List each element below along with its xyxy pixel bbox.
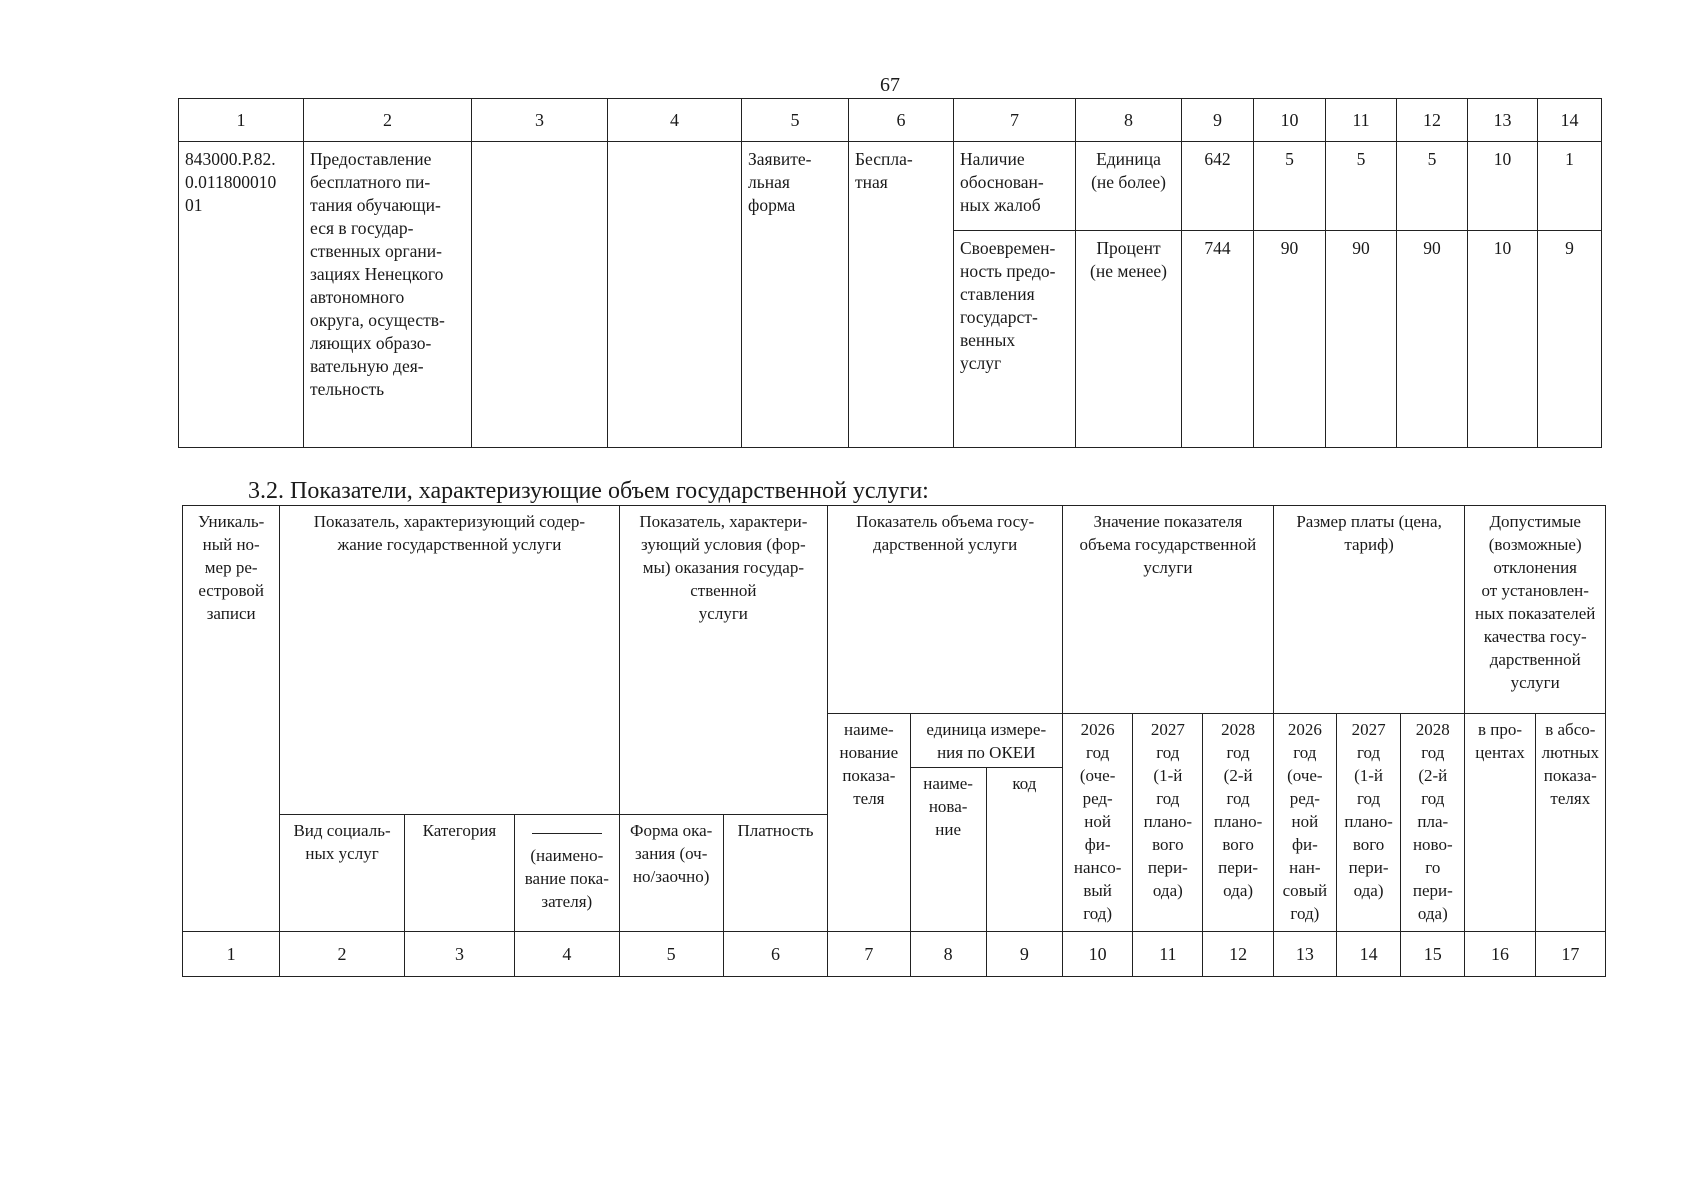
- content-col3: [472, 142, 608, 448]
- col-number: 6: [723, 932, 827, 977]
- okei-unit-header: единица измере- ния по ОКЕИ: [910, 714, 1063, 768]
- value-2028: 90: [1397, 231, 1468, 448]
- okei-code: 744: [1182, 231, 1254, 448]
- col-number: 2: [280, 932, 404, 977]
- fee-2026-header: 2026 год (оче- ред- ной фи- нан- совый год): [1273, 714, 1336, 932]
- col-number: 4: [608, 99, 742, 142]
- col-number: 3: [404, 932, 514, 977]
- content-col4: [608, 142, 742, 448]
- col-number: 15: [1401, 932, 1465, 977]
- col-number: 10: [1063, 932, 1133, 977]
- blank-caption: (наимено- вание пока- зателя): [524, 846, 609, 911]
- percent-header: в про- центах: [1465, 714, 1535, 932]
- content-indicator-header: Показатель, характеризующий содер- жание государственной услуги: [280, 506, 619, 815]
- section-title: 3.2. Показатели, характеризующие объем государственной услуги:: [248, 478, 929, 504]
- col-number: 14: [1538, 99, 1602, 142]
- value-2027: 5: [1326, 142, 1397, 231]
- unit: Процент (не менее): [1076, 231, 1182, 448]
- col-number: 17: [1535, 932, 1605, 977]
- col-number: 9: [986, 932, 1062, 977]
- indicator-name-header: наиме- нование показа- теля: [828, 714, 910, 932]
- table-row: [179, 142, 1602, 231]
- col-number: 7: [954, 99, 1076, 142]
- col-number: 10: [1254, 99, 1326, 142]
- col-number: 12: [1397, 99, 1468, 142]
- volume-value-header: Значение показателя объема государственной услуги: [1063, 506, 1274, 714]
- column-number-row: [183, 932, 1606, 977]
- deviation-percent: 10: [1468, 142, 1538, 231]
- col-number: 14: [1336, 932, 1400, 977]
- year-2026-header: 2026 год (оче- ред- ной фи- нансо- вый год): [1063, 714, 1133, 932]
- col-number: 6: [849, 99, 954, 142]
- page-number: 67: [880, 74, 900, 96]
- col-number: 1: [183, 932, 280, 977]
- indicator-name-blank-header: [515, 815, 619, 932]
- deviation-absolute: 9: [1538, 231, 1602, 448]
- social-type-header: Вид социаль- ных услуг: [280, 815, 404, 932]
- col-number: 16: [1465, 932, 1535, 977]
- indicator-name: Своевремен- ность предо- ставления государст- венных услуг: [954, 231, 1076, 448]
- col-number: 9: [1182, 99, 1254, 142]
- col-number: 3: [472, 99, 608, 142]
- value-2028: 5: [1397, 142, 1468, 231]
- okei-code-header: код: [986, 768, 1062, 932]
- col-number: 8: [910, 932, 986, 977]
- absolute-header: в абсо- лютных показа- телях: [1535, 714, 1605, 932]
- conditions-indicator-header: Показатель, характери- зующий условия (фор- мы) оказания государ- ственной услуги: [619, 506, 828, 815]
- volume-indicators-table: [182, 505, 1606, 977]
- okei-name-header: наиме- нова- ние: [910, 768, 986, 932]
- service-form-header: Форма ока- зания (оч- но/заочно): [619, 815, 723, 932]
- value-2027: 90: [1326, 231, 1397, 448]
- unit: Единица (не более): [1076, 142, 1182, 231]
- year-2028-header: 2028 год (2-й год плано- вого пери- ода): [1203, 714, 1273, 932]
- col-number: 2: [304, 99, 472, 142]
- paid-header: Платность: [723, 815, 827, 932]
- col-number: 12: [1203, 932, 1273, 977]
- col-number: 13: [1273, 932, 1336, 977]
- service-form: Заявите- льная форма: [742, 142, 849, 448]
- value-2026: 90: [1254, 231, 1326, 448]
- deviations-header: Допустимые (возможные) отклонения от установлен- ных показателей качества госу- дарственной услуги: [1465, 506, 1606, 714]
- indicator-name: Наличие обоснован- ных жалоб: [954, 142, 1076, 231]
- okei-code: 642: [1182, 142, 1254, 231]
- volume-indicator-header: Показатель объема госу- дарственной услуги: [828, 506, 1063, 714]
- col-number: 5: [742, 99, 849, 142]
- year-2027-header: 2027 год (1-й год плано- вого пери- ода): [1133, 714, 1203, 932]
- col-number: 13: [1468, 99, 1538, 142]
- column-number-row: [179, 99, 1602, 142]
- value-2026: 5: [1254, 142, 1326, 231]
- quality-indicators-table: [178, 98, 1602, 448]
- blank-underline: [532, 819, 602, 834]
- unique-number-header: Уникаль- ный но- мер ре- естровой записи: [183, 506, 280, 932]
- col-number: 11: [1133, 932, 1203, 977]
- col-number: 1: [179, 99, 304, 142]
- fee-2027-header: 2027 год (1-й год плано- вого пери- ода): [1336, 714, 1400, 932]
- fee-2028-header: 2028 год (2-й год пла- ново- го пери- ода): [1401, 714, 1465, 932]
- col-number: 4: [515, 932, 619, 977]
- col-number: 11: [1326, 99, 1397, 142]
- registry-code: 843000.Р.82. 0.011800010 01: [179, 142, 304, 448]
- header-row-1: [183, 506, 1606, 714]
- deviation-percent: 10: [1468, 231, 1538, 448]
- payment-type: Беспла- тная: [849, 142, 954, 448]
- service-name: Предоставление бесплатного пи- тания обучающи- еся в государ- ственных органи- зациях Ненецкого автономного округа, осуществ- ляющих образо- вательную дея- тельность: [304, 142, 472, 448]
- col-number: 5: [619, 932, 723, 977]
- category-header: Категория: [404, 815, 514, 932]
- col-number: 7: [828, 932, 910, 977]
- fee-header: Размер платы (цена, тариф): [1273, 506, 1465, 714]
- deviation-absolute: 1: [1538, 142, 1602, 231]
- col-number: 8: [1076, 99, 1182, 142]
